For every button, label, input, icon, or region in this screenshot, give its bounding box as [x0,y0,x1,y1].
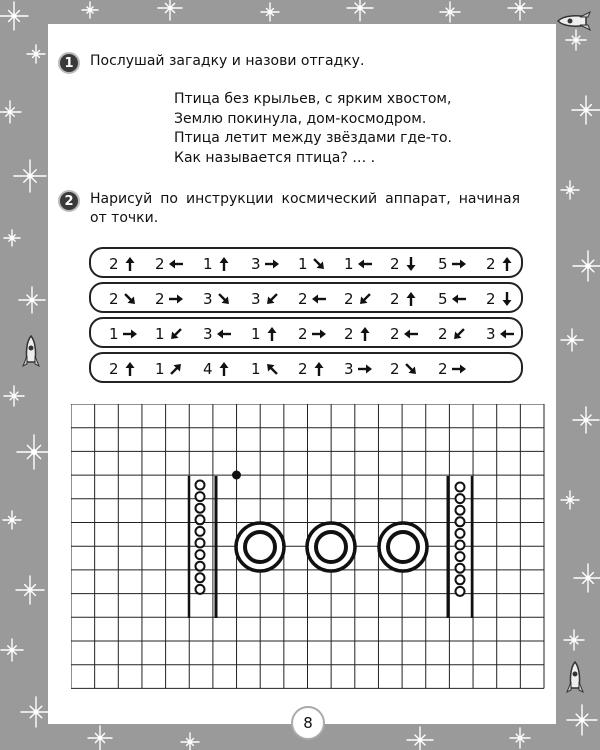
small-porthole [196,550,205,559]
riddle-line: Как называется птица? … . [174,149,376,166]
arrow-right-icon [451,256,467,272]
instruction-step [155,287,184,310]
arrow-left-icon [311,291,327,307]
star-icon [16,576,44,604]
instruction-step [390,287,419,310]
instruction-step [390,252,419,275]
step-count: 5 [438,254,448,273]
step-count: 2 [486,254,496,273]
step-count: 3 [344,359,354,378]
step-count: 2 [390,359,400,378]
arrow-right-icon [451,361,467,377]
small-porthole [456,564,465,573]
instruction-row [89,317,523,348]
instruction-step [251,357,280,380]
small-porthole [196,504,205,513]
step-count: 1 [155,359,165,378]
instruction-step [298,252,327,275]
star-icon [261,3,279,21]
star-icon [573,251,600,281]
small-porthole [456,575,465,584]
small-porthole [456,506,465,515]
arrow-down-icon [403,256,419,272]
step-count: 2 [109,359,119,378]
arrow-up-icon [264,326,280,342]
instruction-step [109,252,138,275]
instruction-step [486,252,515,275]
star-icon [19,287,45,313]
step-count: 3 [203,289,213,308]
step-count: 1 [251,359,261,378]
instruction-step [251,252,280,275]
instruction-step [109,287,138,310]
instruction-step [438,252,467,275]
arrow-up-icon [216,256,232,272]
small-porthole [196,515,205,524]
arrow-down-left-icon [264,291,280,307]
arrow-right-icon [264,256,280,272]
step-count: 2 [344,324,354,343]
page-number: 8 [291,706,325,740]
small-porthole [196,492,205,501]
star-icon [407,727,433,750]
task-number-badge: 2 [58,190,80,212]
step-count: 2 [390,254,400,273]
step-count: 2 [155,254,165,273]
step-count: 5 [438,289,448,308]
small-porthole [456,552,465,561]
star-icon [21,697,51,727]
instruction-row [89,282,523,313]
step-count: 2 [390,289,400,308]
arrow-left-icon [357,256,373,272]
instruction-step [438,322,467,345]
arrow-up-icon [216,361,232,377]
arrow-up-icon [499,256,515,272]
arrow-up-right-icon [168,361,184,377]
rocket-icon [566,660,584,700]
instruction-step [298,357,327,380]
arrow-left-icon [403,326,419,342]
step-count: 2 [155,289,165,308]
instruction-step [251,287,280,310]
arrow-down-icon [499,291,515,307]
star-icon [17,435,51,469]
star-icon [440,2,460,22]
drawing-grid[interactable] [71,404,547,690]
step-count: 2 [390,324,400,343]
riddle-line: Птица летит между звёздами где-то. [174,130,452,146]
arrow-left-icon [499,326,515,342]
instruction-step [390,357,419,380]
task-1-instruction: Послушай загадку и назови отгадку. [90,53,365,69]
step-count: 2 [486,289,496,308]
instruction-step [344,357,373,380]
arrow-right-icon [357,361,373,377]
star-icon [561,181,579,199]
small-porthole [456,529,465,538]
rocket-icon [22,334,40,374]
task-1 [58,52,364,74]
step-count: 1 [203,254,213,273]
step-count: 3 [203,324,213,343]
arrow-down-right-icon [311,256,327,272]
arrow-up-icon [311,361,327,377]
star-icon [88,726,112,750]
arrow-right-icon [122,326,138,342]
arrow-up-icon [122,256,138,272]
step-count: 2 [298,359,308,378]
star-icon [158,0,182,20]
small-porthole [456,494,465,503]
instruction-step [155,357,184,380]
star-icon [566,30,586,50]
small-porthole [456,517,465,526]
task-2-instruction: Нарисуй по инструкции космический аппарат, начиная от точки. [90,191,520,226]
instruction-row [89,247,523,278]
small-porthole [456,587,465,596]
task-2 [58,190,520,228]
step-count: 2 [438,324,448,343]
arrow-up-icon [357,326,373,342]
small-porthole [456,541,465,550]
arrow-up-icon [403,291,419,307]
step-count: 1 [251,324,261,343]
step-count: 2 [344,289,354,308]
arrow-up-left-icon [264,361,280,377]
star-icon [561,329,583,351]
star-icon [14,160,46,192]
small-porthole [196,539,205,548]
instruction-step [203,322,232,345]
star-icon [508,0,532,20]
step-count: 3 [251,254,261,273]
arrow-left-icon [168,256,184,272]
step-count: 1 [344,254,354,273]
instruction-step [251,322,280,345]
step-count: 3 [486,324,496,343]
instruction-step [344,287,373,310]
riddle [174,90,452,168]
instruction-step [344,322,373,345]
arrow-down-left-icon [357,291,373,307]
step-count: 3 [251,289,261,308]
star-icon [4,386,24,406]
star-icon [0,101,21,123]
arrow-down-right-icon [216,291,232,307]
star-icon [181,733,199,750]
arrow-left-icon [216,326,232,342]
star-icon [3,511,21,529]
small-porthole [196,562,205,571]
riddle-line: Землю покинула, дом-космодром. [174,110,427,127]
star-icon [82,2,98,18]
arrow-down-right-icon [122,291,138,307]
star-icon [573,407,599,433]
star-icon [27,45,45,63]
instruction-step [298,322,327,345]
star-icon [4,230,20,246]
start-point[interactable] [232,471,241,480]
star-icon [564,630,584,650]
step-count: 2 [109,289,119,308]
task-number-badge: 1 [58,52,80,74]
step-count: 1 [298,254,308,273]
star-icon [572,96,600,124]
instruction-step [390,322,419,345]
step-count: 2 [438,359,448,378]
instruction-step [109,322,138,345]
arrow-right-icon [168,291,184,307]
arrow-up-icon [122,361,138,377]
star-icon [574,564,600,592]
step-count: 4 [203,359,213,378]
small-porthole [196,527,205,536]
instruction-step [438,357,467,380]
step-count: 2 [298,289,308,308]
star-icon [561,491,579,509]
star-icon [1,639,23,661]
small-porthole [196,481,205,490]
instruction-step [203,287,232,310]
star-icon [567,705,597,735]
star-icon [0,2,28,30]
instruction-step [298,287,327,310]
instruction-step [438,287,467,310]
instruction-step [486,322,515,345]
instruction-step [203,357,232,380]
small-porthole [196,573,205,582]
small-porthole [456,483,465,492]
star-icon [347,0,373,21]
instruction-step [155,322,184,345]
star-icon [510,728,530,748]
step-count: 2 [109,254,119,273]
arrow-right-icon [311,326,327,342]
instruction-step [203,252,232,275]
instruction-step [109,357,138,380]
small-porthole [196,585,205,594]
instruction-step [344,252,373,275]
rocket-icon [556,10,596,32]
instruction-row [89,352,523,383]
step-count: 2 [298,324,308,343]
instruction-step [486,287,515,310]
arrow-down-left-icon [168,326,184,342]
step-count: 1 [155,324,165,343]
riddle-line: Птица без крыльев, с ярким хвостом, [174,91,452,107]
arrow-down-left-icon [451,326,467,342]
arrow-down-right-icon [403,361,419,377]
instruction-step [155,252,184,275]
arrow-left-icon [451,291,467,307]
step-count: 1 [109,324,119,343]
